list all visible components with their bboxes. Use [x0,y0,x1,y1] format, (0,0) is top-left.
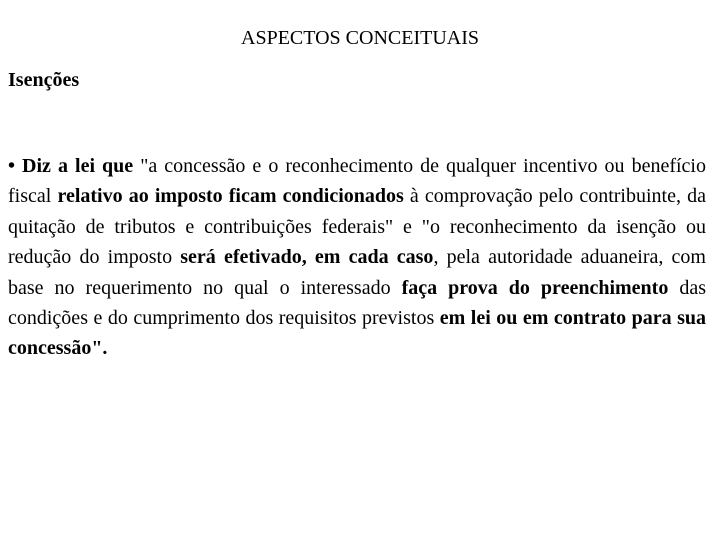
text-run: será efetivado, em cada caso [180,246,434,269]
text-run: relativo ao imposto ficam condicionados [57,185,404,208]
section-heading: Isenções [8,69,80,91]
text-run: "a concessão e o reconhecimento de qualquer incentivo ou benefício fiscal [8,155,706,208]
text-run: das condições e do cumprimento dos requisitos previstos [8,276,706,330]
text-run: faça prova do preenchimento [401,276,669,299]
page-title: ASPECTOS CONCEITUAIS [241,27,479,49]
text-run: , pela autoridade aduaneira, com base no requerimento no qual o interessado [8,246,706,299]
text-run: à comprovação pelo contribuinte, da quitação de tributos e contribuições federais" e "o reconhecimento da isenção ou redução do imposto [8,185,706,269]
body-paragraph [8,151,706,364]
text-run: em lei ou em contrato para sua concessão". [8,307,706,360]
text-run: • Diz a lei que [8,155,134,177]
